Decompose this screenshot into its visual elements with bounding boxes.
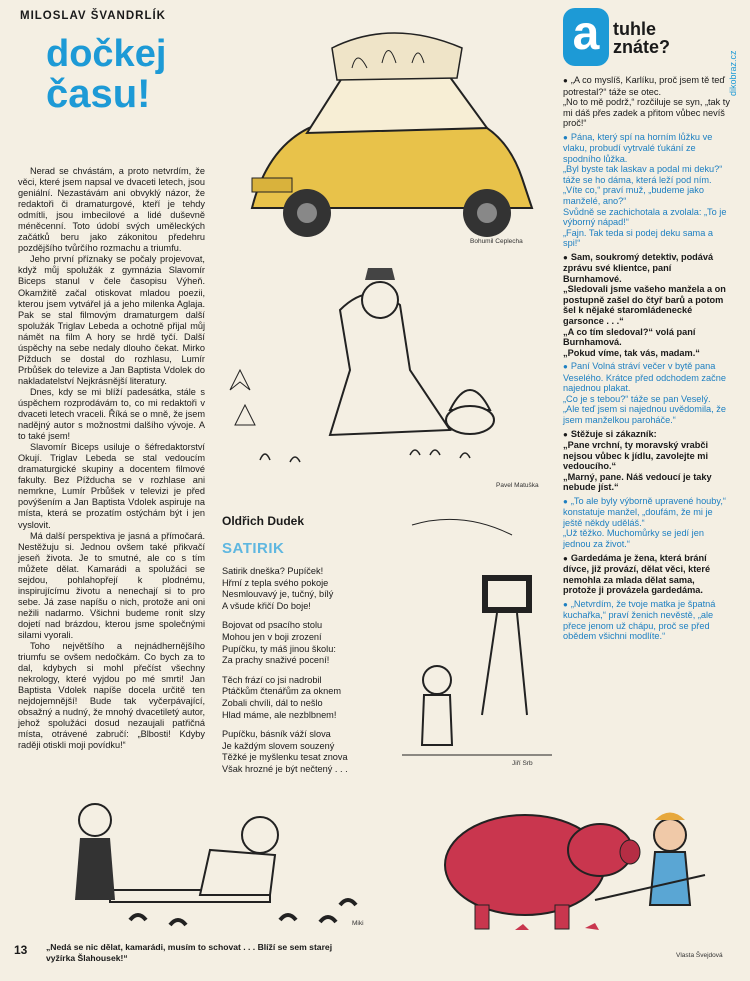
- jokes-letter-badge: a: [563, 8, 609, 66]
- joke-line: „Ale teď jsem si najednou uvědomila, že jsem manželkou paroháče.“: [563, 404, 726, 425]
- bullet-icon: ●: [563, 553, 568, 563]
- joke-line: „Už těžko. Muchomůrky se jedí jen jednou za život.“: [563, 528, 704, 549]
- joke-line: „Sledovali jsme vašeho manžela a on postupně zašel do čtyř barů a potom šel k nějaké staromládenecké garsonce . . .“: [563, 284, 726, 327]
- joke-line: „To ale byly výborně upravené houby,“ konstatuje manžel, „doufám, že mi je ještě někdy uděláš.“: [563, 495, 726, 528]
- jokes-title-line-1: tuhle: [613, 19, 656, 39]
- article-paragraph: Jeho první příznaky se počaly projevovat, když můj spolužák z gymnázia Slavomír Biceps stanul v čele časopisu Výheň. Okamžitě začal otiskovat mladou poezii, kterou jsem vytvářel já a jeho milenka Aglaja. Pak se stal filmovým dramaturgem další spolužák Triglav Lebeda a ochotně přijal můj námět na film A hory se hrdě tyčí. Další úspěchy na sebe nedaly dlouho čekat. Mirko Pížduch se dostal do rozhlasu, Lumír Prbůšek do televize a Jan Baptista Vdolek do nakladatelství Nejkrásnější literatury.: [18, 254, 205, 386]
- poem-stanza: [222, 675, 397, 721]
- joke-item: [563, 429, 730, 493]
- joke-item: [563, 553, 730, 596]
- pig-credit: Vlasta Švejdová: [676, 952, 723, 959]
- bullet-icon: ●: [563, 599, 568, 609]
- poem-author: Oldřich Dudek: [222, 514, 305, 528]
- joke-item: [563, 361, 730, 425]
- joke-line: „Byl byste tak laskav a podal mi deku?“ táže se ho dáma, která leží pod ním.: [563, 164, 723, 185]
- poem-title: SATIRIK: [222, 540, 285, 557]
- poem-line: Nesmlouvavý je, tučný, bílý: [222, 589, 334, 600]
- article-title: [46, 34, 166, 114]
- article-paragraph: Dnes, kdy se mi blíží padesátka, stále s úspěchem rozprodávám to, co mi redaktoři v dvaceti letech vraceli. Říká se o mně, že jsem nadějný autor s možnostmi dalšího vývoje. A to také jsem!: [18, 386, 205, 442]
- car-cartoon: [212, 8, 552, 246]
- bullet-icon: ●: [563, 252, 568, 262]
- joke-line: Pána, který spí na horním lůžku ve vlaku, probudí vytrvalé ťukání ze spodního lůžka.: [563, 131, 713, 164]
- poem-line: Je každým slovem souzený: [222, 740, 335, 751]
- title-line-1: dočkej: [46, 33, 167, 75]
- bullet-icon: ●: [563, 362, 568, 372]
- bullet-icon: ●: [563, 429, 568, 439]
- joke-line: „Víte co,“ praví muž, „budeme jako manželé, ano?“: [563, 185, 704, 207]
- poem-line: Však hrozné je být nečtený . . .: [222, 763, 348, 774]
- joke-line: „No to mě podrž,“ rozčiluje se syn, „tak ty mi dáš přes zadek a přitom vůbec nevíš proč!“: [563, 97, 730, 129]
- poem-line: Bojovat od psacího stolu: [222, 620, 323, 631]
- poem-line: A všude křičí Do boje!: [222, 600, 311, 611]
- joke-item: [563, 599, 730, 642]
- poem-line: Mohou jen v boji zrození: [222, 631, 322, 642]
- bench-cartoon: [30, 780, 380, 940]
- jokes-title: [613, 20, 670, 56]
- joke-line: Paní Volná stráví večer v bytě pana Veselého. Krátce před odchodem začne najednou plakat.: [563, 361, 726, 394]
- jokes-column: [563, 75, 730, 645]
- jokes-title-line-2: znáte?: [613, 37, 671, 57]
- poem-line: Pupíčku, básník váží slova: [222, 729, 331, 740]
- joke-item: [563, 496, 730, 550]
- poem-line: Pupíčku, ty máš jinou školu:: [222, 643, 336, 654]
- poem-stanza: [222, 566, 397, 612]
- poem-line: Hřmí z tepla svého pokoje: [222, 577, 329, 588]
- article-body: [18, 166, 205, 751]
- joke-line: „A co myslíš, Karlíku, proč jsem tě teď potrestal?“ táže se otec.: [563, 75, 726, 97]
- bullet-icon: ●: [563, 496, 568, 506]
- joke-line: „Pane vrchní, ty moravský vrabči nejsou vůbec k jídlu, zavolejte mi vedoucího.“: [563, 440, 709, 472]
- pig-cartoon: [415, 790, 745, 940]
- bullet-icon: ●: [563, 76, 568, 85]
- joke-line: „Marný, pane. Náš vedoucí je taky nebude jíst.“: [563, 471, 712, 493]
- joke-item: [563, 252, 730, 358]
- poem-line: Těch frází co jsi nadrobil: [222, 674, 322, 685]
- article-paragraph: Má další perspektiva je jasná a přímočará. Nestěžuju si. Jednou ovšem také přikvačí jeseň života. Je to smutné, ale co s tím můžete dělat. Kamarádi a spolužáci se sejdou, pohlahopřejí k plodnému, inspirujícímu životu a nenechají si to pro sebe. Já zase napíšu o nich, protože ani oni nežili nadarmo. Všichni budeme ronit slzy dojetí nad brázdou, kterou jsme společnými silami vyorali.: [18, 530, 205, 640]
- mushroom-credit: Pavel Matuška: [496, 482, 539, 489]
- poem-line: Těžké je myšlenku tesat znova: [222, 752, 348, 763]
- poem-line: Ptáčkům čtenářům za oknem: [222, 686, 341, 697]
- joke-item: [563, 132, 730, 249]
- title-line-2: času!: [46, 72, 151, 116]
- article-paragraph: Slavomír Biceps usiluje o šéfredaktorství Okují. Triglav Lebeda se stal vedoucím dramaturgické skupiny a docentem filmové fakulty. Bez Pížducha se v rozhlase ani nemrkne, Lumír Prbůšek v televizi je před povýšením a Jan Baptista Vdolek aspiruje na místa, která se prozatím ostýchám být i jen vyslovit.: [18, 442, 205, 530]
- car-credit: Bohumil Ceplecha: [470, 238, 523, 245]
- bullet-icon: ●: [563, 132, 568, 142]
- article-paragraph: Nerad se chvástám, a proto netvrdím, že věci, které jsem napsal ve dvaceti letech, jsou geniální. Nezastávám ani obvyklý názor, že redaktoři či dramaturgové, kteří je tehdy odmítli, jsou imbecilové a lidé duševně méněcenní. Toto údobí svých uměleckých začátků beru jako zákonitou předehru pozdějšího tvůrčího rozmachu a triumfu.: [18, 166, 205, 254]
- poem-line: Za prachy snaživé pocení!: [222, 655, 330, 666]
- poem-line: Satirik dneška? Pupíček!: [222, 566, 324, 576]
- poem-stanza: [222, 620, 397, 666]
- page-number: 13: [14, 943, 28, 957]
- tv-credit: Jiří Srb: [512, 760, 533, 767]
- poem-stanza: [222, 729, 397, 775]
- joke-line: Svůdně se zachichotala a zvolala: „To je výborný nápad!“: [563, 206, 727, 228]
- joke-line: „Co je s tebou?“ táže se pan Veselý.: [563, 393, 711, 404]
- site-watermark: dikobraz.cz: [728, 50, 738, 96]
- cartoon-caption: „Nedá se nic dělat, kamarádi, musím to schovat . . . Blíží se sem starej vyžírka Šlahousek!“: [46, 942, 333, 963]
- poem-line: Hlad máme, ale nezblbnem!: [222, 709, 337, 720]
- joke-line: „Pokud víme, tak vás, madam.“: [563, 347, 700, 358]
- joke-line: Gardedáma je žena, která brání dívce, již provází, dělat věci, které nemohla za mlada dělat sama, protože ji provázela gardedáma.: [563, 552, 711, 596]
- joke-line: Sam, soukromý detektiv, podává zprávu své klientce, paní Burnhamové.: [563, 251, 714, 284]
- mushroom-picker-cartoon: [220, 250, 550, 480]
- tv-cartoon: [402, 515, 552, 765]
- joke-item: [563, 75, 730, 129]
- joke-line: „Netvrdím, že tvoje matka je špatná kuchařka,“ praví ženich nevěstě, „ale přece jenom už chápu, proč se před obědem všichni modlíte.“: [563, 598, 716, 642]
- bench-credit: Miki: [352, 920, 364, 927]
- joke-line: Stěžuje si zákazník:: [570, 428, 657, 439]
- article-paragraph: Toho největšího a nejnádhernějšího triumfu se ovšem nedočkám. Co bych za to dal, kdybych si mohl přečíst všechny nekrology, které vyjdou po mé smrti! Jan Baptista Vdolek napíše docela určitě ten nejdojemnější! Bude tak vyčerpávající, obsažný a nudný, že mnohý dvacetiletý autor, jehož spolužáci dosud nezaujali patřičná místa, otrávené zabručí: „Blbosti! Kdyby raději otiskli moji povídku!“: [18, 641, 205, 751]
- joke-line: „A co tím sledoval?“ volá paní Burnhamová.: [563, 326, 696, 348]
- article-author: MILOSLAV ŠVANDRLÍK: [20, 10, 166, 22]
- joke-line: „Fajn. Tak teda si podej deku sama a spi!“: [563, 227, 713, 249]
- poem-line: Zobali chvíli, dál to nešlo: [222, 697, 323, 708]
- poem-body: [222, 566, 397, 784]
